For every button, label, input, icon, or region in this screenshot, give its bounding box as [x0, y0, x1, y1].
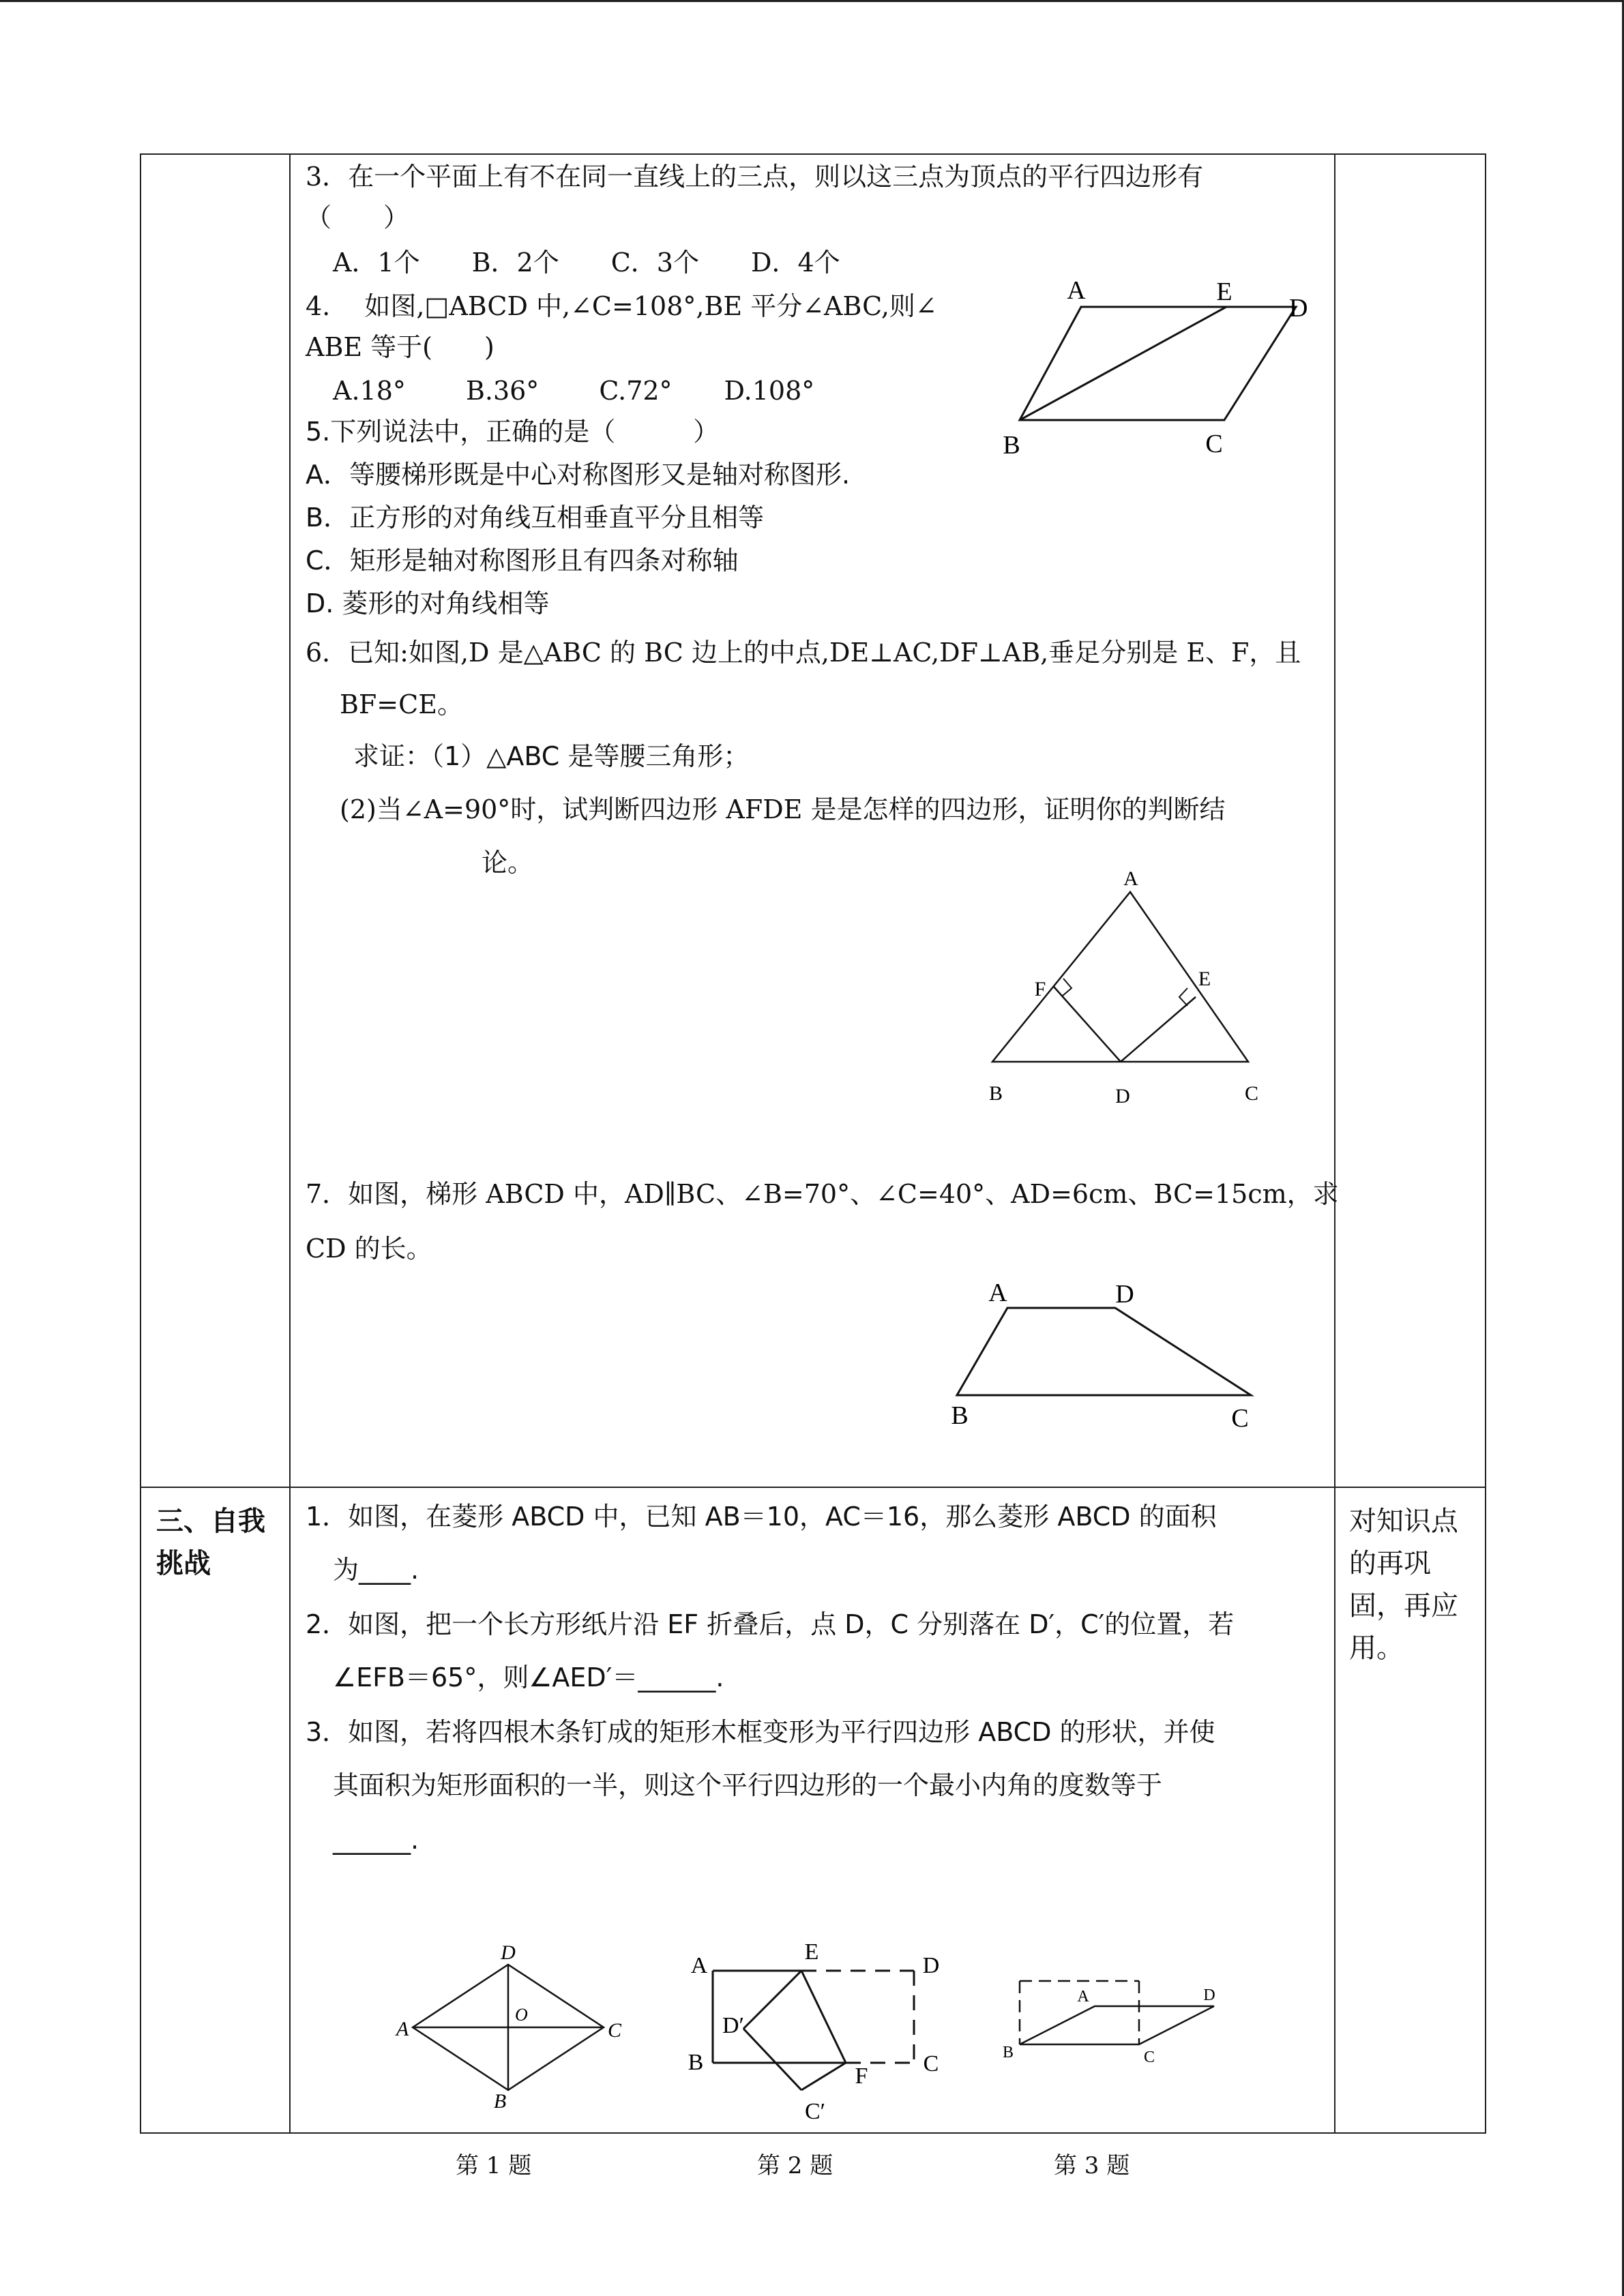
q5-option-c: C．矩形是轴对称图形且有四条对称轴	[306, 546, 739, 576]
q5-option-b: B．正方形的对角线互相垂直平分且相等	[306, 503, 765, 533]
fig2-edge-cf	[801, 2063, 846, 2090]
caption-fig2: 第 2 题	[757, 2152, 833, 2179]
fig1-label-d: D	[501, 1941, 516, 1964]
teaching-note-line: 的再巩	[1349, 1548, 1431, 1579]
category-label	[156, 1500, 265, 1585]
teaching-note	[1349, 1500, 1458, 1669]
fig1-label-b: B	[493, 2090, 507, 2113]
fig2-label-d: D	[922, 1953, 940, 1978]
q4-label-a: A	[1067, 276, 1086, 305]
q6-label-c: C	[1244, 1082, 1259, 1105]
fig1-label-o: O	[515, 2005, 528, 2025]
category-cell-empty	[141, 154, 290, 1487]
challenge-q3-line2: 其面积为矩形面积的一半，则这个平行四边形的一个最小内角的度数等于	[333, 1770, 1163, 1800]
q5-stem: 5.下列说法中，正确的是（ ）	[306, 417, 720, 447]
q6-label-b: B	[988, 1082, 1003, 1105]
challenge-fig1	[392, 1940, 634, 2111]
q3-line2: （ ）	[306, 203, 410, 233]
challenge-q1-line1: 1．如图，在菱形 ABCD 中，已知 AB＝10，AC＝16，那么菱形 ABCD 的面积	[306, 1502, 1217, 1532]
q6-line1: 6．已知:如图,D 是△ABC 的 BC 边上的中点,DE⊥AC,DF⊥AB,垂足分别是 E、F，且	[306, 638, 1301, 668]
fig3-label-a: A	[1077, 1988, 1089, 2006]
fig2-label-cprime: C′	[804, 2099, 826, 2124]
category-label-line1: 三、自我	[156, 1506, 265, 1537]
q4-label-d: D	[1289, 294, 1308, 323]
q6-segment-df	[1054, 987, 1121, 1062]
fig3-label-b: B	[1002, 2044, 1014, 2061]
q5-option-d: D. 菱形的对角线相等	[306, 588, 550, 618]
q6-line2: BF=CE。	[340, 689, 463, 719]
caption-fig1: 第 1 题	[456, 2152, 532, 2179]
q6-right-angle-e	[1179, 988, 1187, 1006]
q4-line2: ABE 等于( )	[306, 332, 494, 362]
q3-options: A．1个 B．2个 C．3个 D．4个	[333, 248, 840, 278]
q7-label-b: B	[951, 1401, 969, 1430]
fig2-label-e: E	[804, 1939, 819, 1965]
teaching-note-line: 对知识点	[1349, 1506, 1458, 1537]
fig2-label-b: B	[688, 2050, 704, 2075]
q6-line3: 求证：（1）△ABC 是等腰三角形；	[353, 741, 750, 771]
challenge-q3-line3: ______.	[333, 1825, 419, 1855]
q7-label-a: A	[988, 1279, 1007, 1307]
fig2-label-dprime: D′	[722, 2013, 744, 2038]
caption-fig3: 第 3 题	[1054, 2152, 1130, 2179]
q7-line1: 7．如图，梯形 ABCD 中，AD∥BC、∠B=70°、∠C=40°、AD=6cm、BC=15cm，求	[306, 1179, 1339, 1209]
challenge-q3-line1: 3．如图，若将四根木条钉成的矩形木框变形为平行四边形 ABCD 的形状，并使	[306, 1717, 1215, 1747]
q4-line1: 4. 如图,□ABCD 中,∠C=108°,BE 平分∠ABC,则∠	[306, 291, 937, 321]
q6-label-f: F	[1034, 978, 1046, 1000]
page-edge-top	[0, 0, 1624, 2]
q4-figure	[996, 273, 1323, 471]
q4-label-b: B	[1003, 431, 1020, 460]
challenge-q2-line2: ∠EFB＝65°，则∠AED′＝______.	[333, 1663, 724, 1693]
q4-parallelogram	[1020, 307, 1296, 420]
fig2-edge-dc	[743, 2029, 801, 2090]
note-cell-empty	[1335, 154, 1486, 1487]
challenge-q1-line2: 为____.	[333, 1555, 419, 1585]
q6-label-e: E	[1198, 968, 1211, 990]
q7-label-d: D	[1115, 1280, 1134, 1309]
fig3-label-c: C	[1143, 2048, 1155, 2066]
q7-label-c: C	[1231, 1404, 1249, 1433]
challenge-fig3	[996, 1964, 1228, 2100]
category-label-line2: 挑战	[156, 1548, 211, 1579]
q4-label-e: E	[1216, 278, 1232, 306]
q6-line5: 论。	[482, 848, 534, 878]
fig1-label-c: C	[607, 2019, 622, 2042]
challenge-q2-line1: 2．如图，把一个长方形纸片沿 EF 折叠后，点 D，C 分别落在 D′，C′的位置，若	[306, 1609, 1235, 1639]
fig2-edge-ed	[743, 1971, 801, 2029]
q6-figure	[982, 863, 1269, 1115]
q6-right-angle-f	[1062, 979, 1072, 996]
fig1-label-a: A	[396, 2018, 409, 2040]
challenge-fig2	[679, 1940, 965, 2131]
fig2-label-f: F	[855, 2063, 868, 2089]
q7-line2: CD 的长。	[306, 1234, 432, 1264]
q7-figure	[945, 1275, 1265, 1439]
note-cell	[1335, 1487, 1486, 2133]
fig2-label-a: A	[690, 1953, 708, 1978]
fig2-fold-ef	[801, 1971, 846, 2063]
fig3-parallelogram	[1020, 2006, 1214, 2044]
q5-option-a: A．等腰梯形既是中心对称图形又是轴对称图形.	[306, 460, 851, 490]
q4-label-c: C	[1205, 430, 1223, 458]
q7-trapezoid	[957, 1308, 1251, 1395]
q6-label-a: A	[1123, 867, 1138, 890]
fig2-label-c: C	[923, 2051, 939, 2076]
q6-segment-de	[1121, 997, 1196, 1062]
category-cell	[141, 1487, 290, 2133]
teaching-note-line: 固，再应	[1349, 1590, 1458, 1622]
fig3-label-d: D	[1203, 1986, 1215, 2004]
q6-label-d: D	[1115, 1085, 1130, 1107]
teaching-note-line: 用。	[1349, 1632, 1404, 1664]
q4-options: A.18° B.36° C.72° D.108°	[333, 376, 815, 406]
q6-line4: (2)当∠A=90°时，试判断四边形 AFDE 是是怎样的四边形，证明你的判断结	[340, 794, 1226, 824]
q3-line1: 3．在一个平面上有不在同一直线上的三点，则以这三点为顶点的平行四边形有	[306, 162, 1204, 192]
